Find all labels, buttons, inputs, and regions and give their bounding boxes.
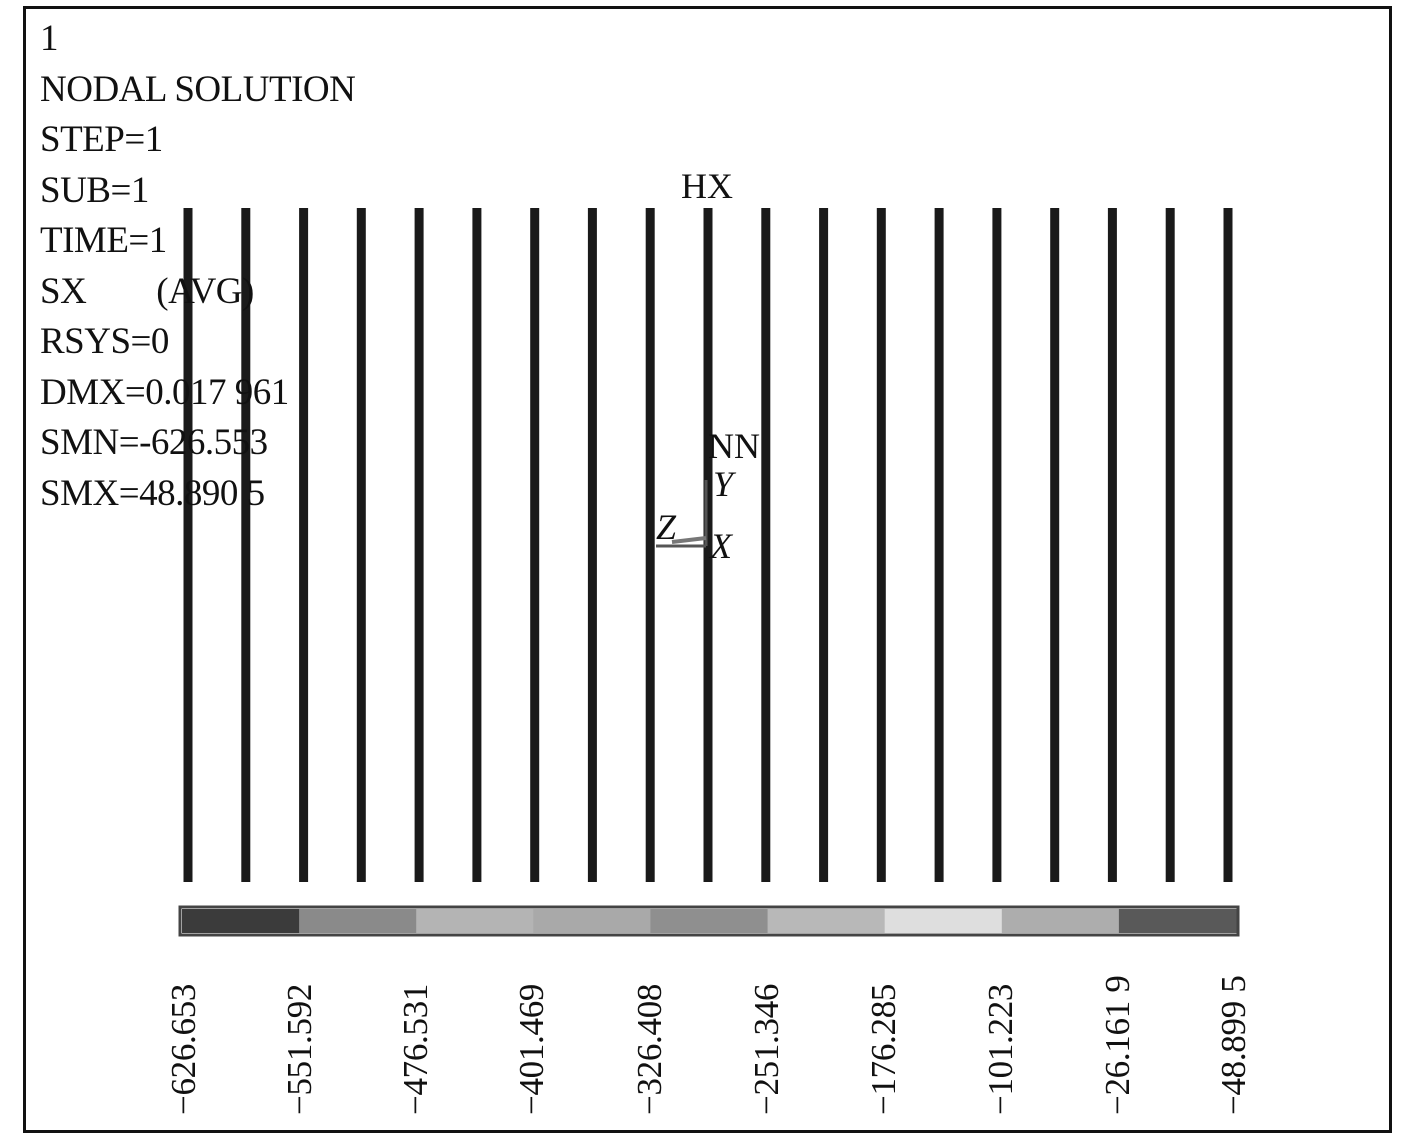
model-bar [1166, 208, 1175, 882]
info-line-smx: SMX=48.890 5 [40, 472, 265, 514]
model-bar [819, 208, 828, 882]
colorbar-tick-label: −101.223 [981, 983, 1020, 1115]
model-bar [530, 208, 539, 882]
colorbar-tick-label: −476.531 [396, 983, 435, 1115]
colorbar-tick-label: −48.899 5 [1214, 975, 1253, 1115]
colorbar-tick-label: −401.469 [512, 983, 551, 1115]
colorbar-tick-label: −176.285 [864, 983, 903, 1115]
model-bar [357, 208, 366, 882]
colorbar-band [885, 909, 1003, 933]
colorbar-band [299, 909, 417, 933]
solution-info [40, 14, 355, 519]
axis-x-label: X [710, 526, 732, 566]
colorbar-band [416, 909, 534, 933]
model-bar [646, 208, 655, 882]
colorbar-band [768, 909, 886, 933]
info-line-smn: SMN=-626.553 [40, 422, 268, 463]
model-bar [877, 208, 886, 882]
info-line-dmx: DMX=0.017 961 [40, 371, 289, 413]
colorbar-tick-label: −26.161 9 [1098, 975, 1137, 1115]
window-number: 1 [40, 18, 58, 59]
colorbar-band [1119, 909, 1237, 933]
colorbar-tick-label: −551.592 [280, 983, 319, 1115]
model-bar [415, 208, 424, 882]
info-line-sub: SUB=1 [40, 169, 149, 211]
colorbar [180, 907, 1238, 935]
colorbar-band [533, 909, 651, 933]
info-line-time: TIME=1 [40, 220, 167, 261]
info-line-sx: SX (AVG) [40, 270, 254, 312]
model-bar [992, 208, 1001, 882]
model-bar [1224, 208, 1233, 882]
model-bar [935, 208, 944, 882]
axis-y-label: Y [713, 464, 734, 504]
model-bar [1050, 208, 1059, 882]
node-marker: NN [708, 426, 760, 466]
model-bar [588, 208, 597, 882]
info-line-title: NODAL SOLUTION [40, 68, 356, 110]
view-title: HX [681, 166, 733, 206]
colorbar-band [182, 909, 300, 933]
colorbar-band [650, 909, 768, 933]
model-bar [761, 208, 770, 882]
model-bar [472, 208, 481, 882]
colorbar-tick-label: −251.346 [747, 983, 786, 1115]
colorbar-tick-label: −326.408 [630, 983, 669, 1115]
colorbar-tick-label: −626.653 [164, 983, 203, 1115]
info-line-step: STEP=1 [40, 119, 163, 160]
info-line-rsys: RSYS=0 [40, 321, 169, 362]
colorbar-band [1002, 909, 1120, 933]
model-bar [1108, 208, 1117, 882]
axis-z-label: Z [656, 507, 677, 547]
